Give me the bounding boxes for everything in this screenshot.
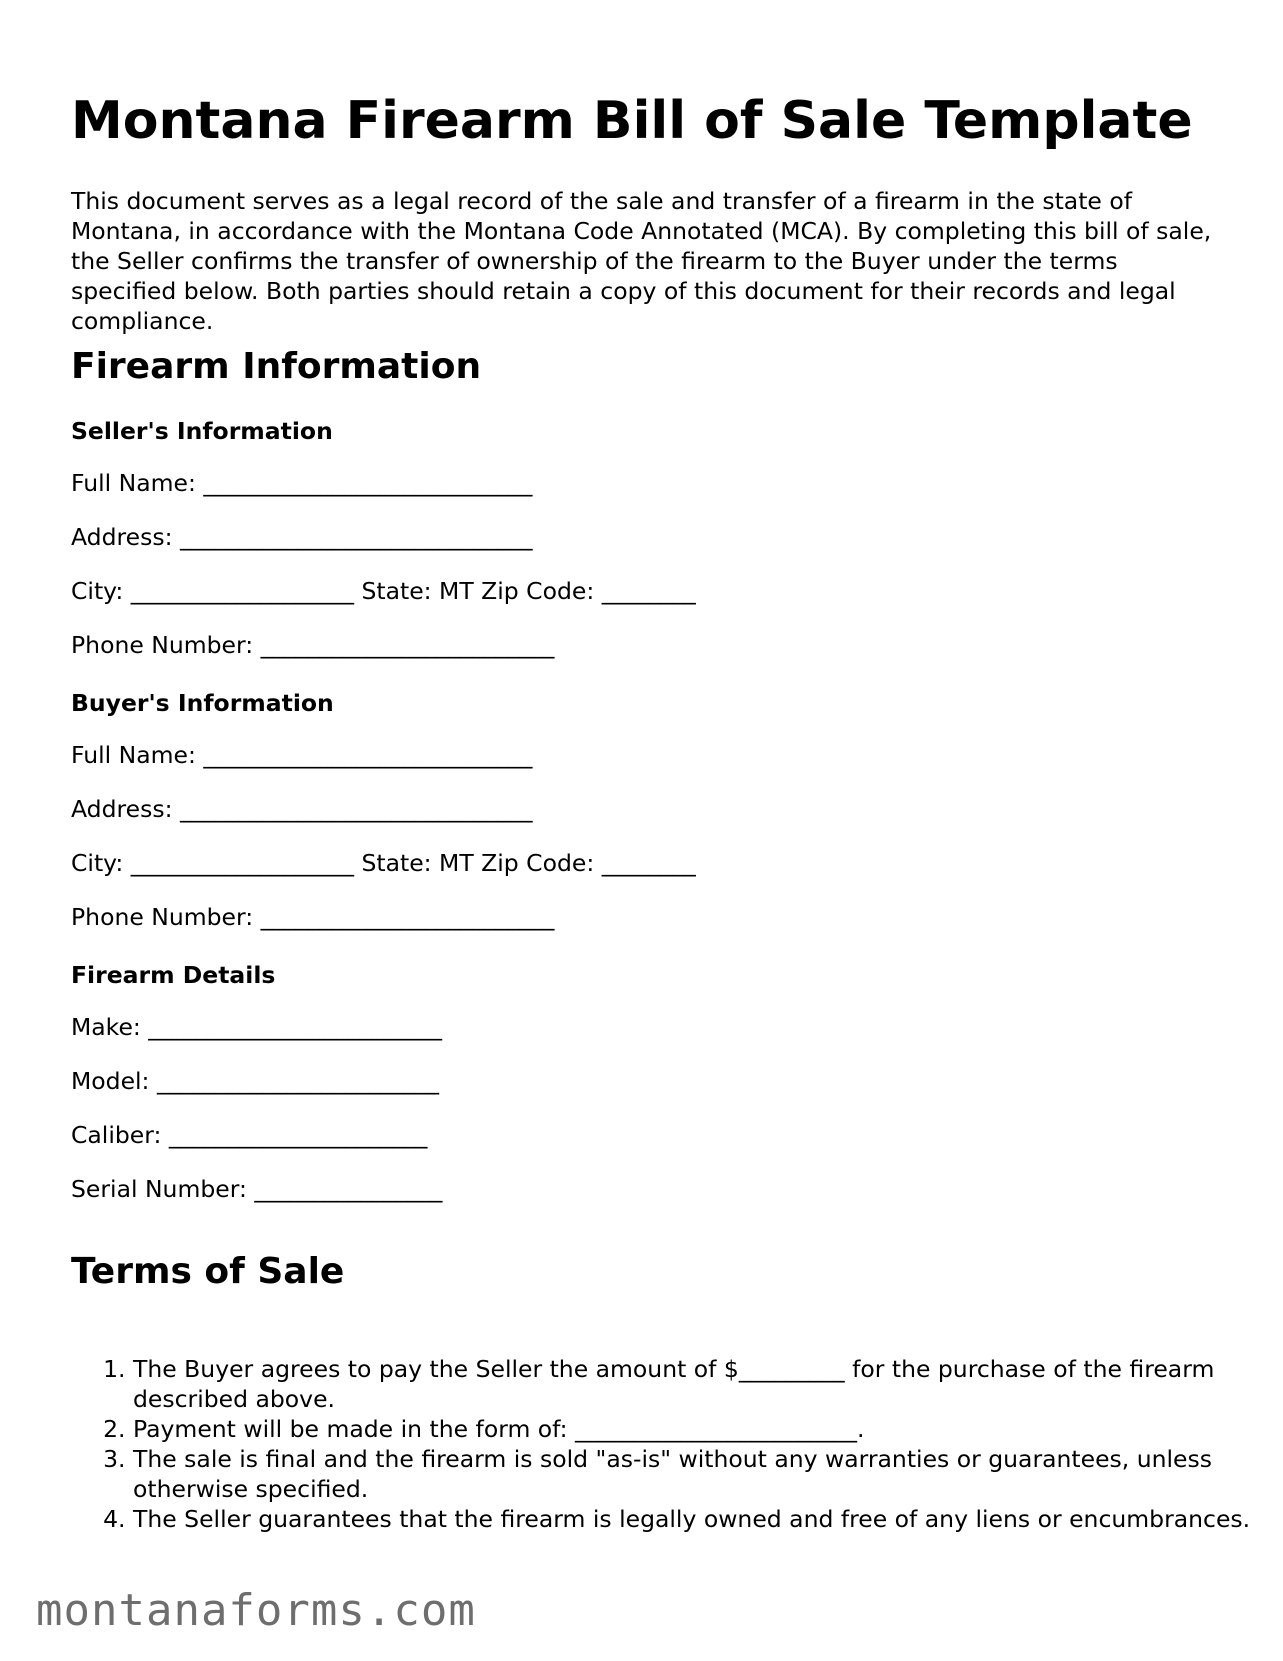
seller-phone-field: Phone Number: _________________________ xyxy=(71,631,555,659)
watermark: montanaforms.com xyxy=(36,1585,476,1636)
buyer-phone-field: Phone Number: _________________________ xyxy=(71,903,555,931)
model-field: Model: ________________________ xyxy=(71,1067,439,1095)
seller-information-heading: Seller's Information xyxy=(71,417,333,445)
firearm-information-heading: Firearm Information xyxy=(71,346,482,387)
term-item: 1. The Buyer agrees to pay the Seller the amount of $_________ for the purchase of the firearm described above. xyxy=(133,1354,1283,1414)
buyer-full-name-field: Full Name: ____________________________ xyxy=(71,741,533,769)
term-item: 4. The Seller guarantees that the firearm is legally owned and free of any liens or encumbrances. xyxy=(133,1504,1283,1534)
buyer-address-field: Address: ______________________________ xyxy=(71,795,533,823)
serial-number-field: Serial Number: ________________ xyxy=(71,1175,443,1203)
seller-city-state-zip-field: City: ___________________ State: MT Zip Code: ________ xyxy=(71,577,696,605)
buyer-city-state-zip-field: City: ___________________ State: MT Zip Code: ________ xyxy=(71,849,696,877)
terms-of-sale-heading: Terms of Sale xyxy=(71,1251,345,1292)
intro-paragraph: This document serves as a legal record of the sale and transfer of a firearm in the state of Montana, in accordance with the Montana Code Annotated (MCA). By completing this bill of sale, the Seller confirms the transfer of ownership of the firearm to the Buyer under the terms specified below. Both parties should retain a copy of this document for their records and legal compliance. xyxy=(71,187,1212,335)
term-item: 3. The sale is final and the firearm is sold "as-is" without any warranties or guarantees, unless otherwise specified. xyxy=(133,1444,1283,1504)
page-title: Montana Firearm Bill of Sale Template xyxy=(71,91,1193,151)
caliber-field: Caliber: ______________________ xyxy=(71,1121,428,1149)
seller-full-name-field: Full Name: ____________________________ xyxy=(71,469,533,497)
make-field: Make: _________________________ xyxy=(71,1013,443,1041)
buyer-information-heading: Buyer's Information xyxy=(71,689,334,717)
terms-list xyxy=(71,1354,1283,1534)
seller-address-field: Address: ______________________________ xyxy=(71,523,533,551)
firearm-details-heading: Firearm Details xyxy=(71,961,276,989)
term-item: 2. Payment will be made in the form of: ________________________. xyxy=(133,1414,1283,1444)
